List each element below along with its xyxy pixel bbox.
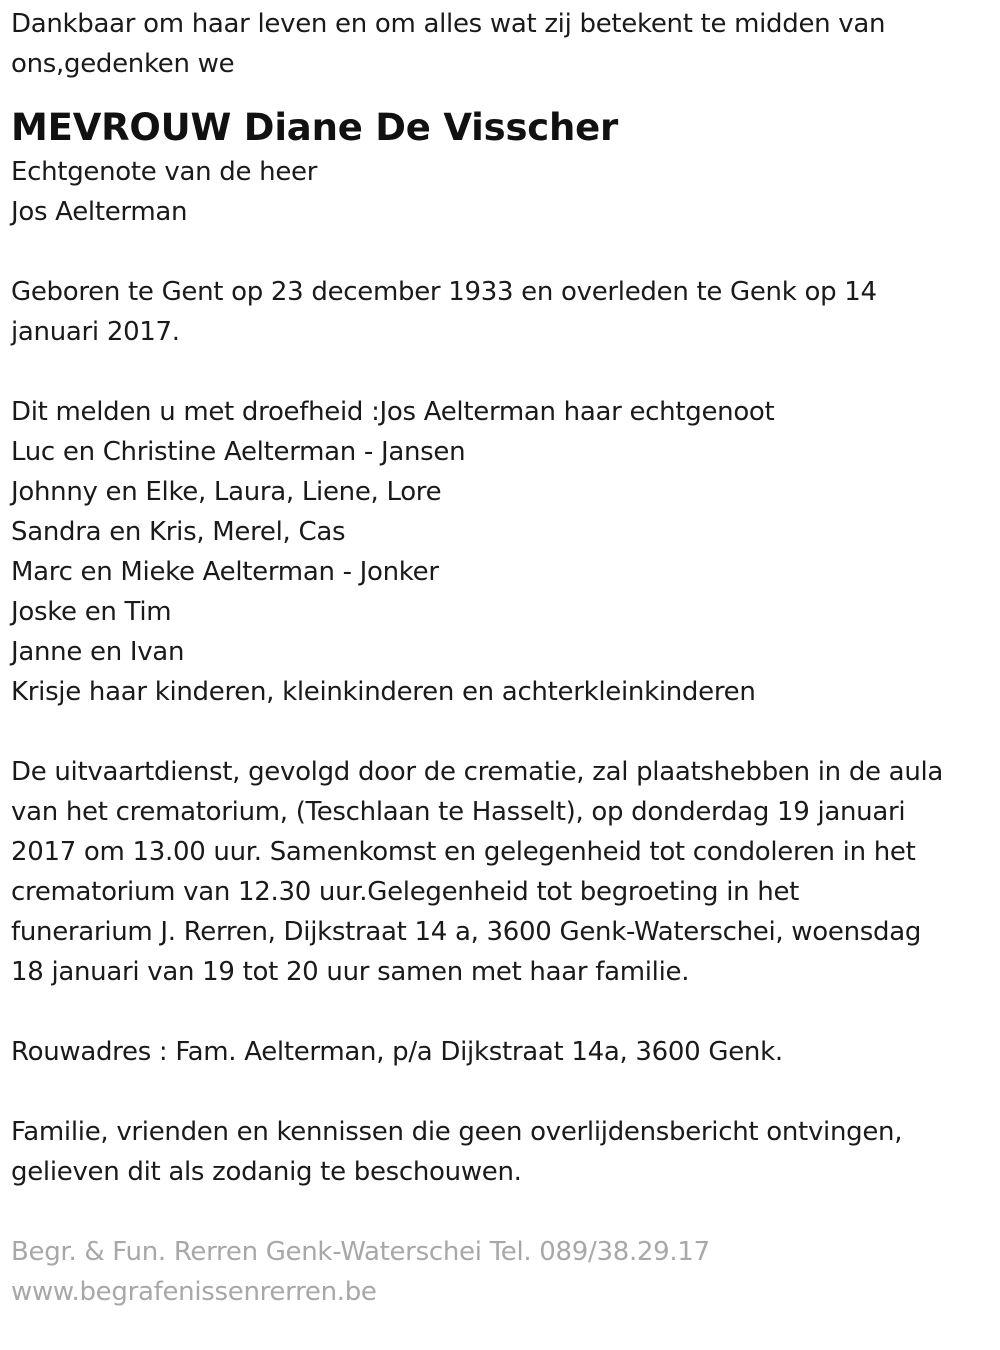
mourner-line: Luc en Christine Aelterman - Jansen bbox=[11, 437, 466, 467]
spouse-line: Echtgenote van de heer bbox=[11, 157, 318, 187]
mourner-line: Johnny en Elke, Laura, Liene, Lore bbox=[11, 477, 442, 507]
obituary-notice bbox=[11, 4, 986, 1312]
closing-line: Familie, vrienden en kennissen die geen overlijdensbericht ontvingen, bbox=[11, 1117, 903, 1147]
funeral-line: 18 januari van 19 tot 20 uur samen met haar familie. bbox=[11, 957, 690, 987]
mourner-line: Dit melden u met droefheid :Jos Aelterman haar echtgenoot bbox=[11, 397, 775, 427]
spacer bbox=[11, 1192, 986, 1232]
funeral-home-footer bbox=[11, 1232, 986, 1312]
mourners-list bbox=[11, 392, 986, 712]
spouse-line: Jos Aelterman bbox=[11, 197, 188, 227]
mourning-address: Rouwadres : Fam. Aelterman, p/a Dijkstraat 14a, 3600 Genk. bbox=[11, 1037, 783, 1067]
spacer bbox=[11, 232, 986, 272]
closing-note bbox=[11, 1112, 986, 1192]
spacer bbox=[11, 352, 986, 392]
funeral-details bbox=[11, 752, 986, 992]
deceased-name: MEVROUW Diane De Visscher bbox=[11, 106, 619, 149]
spacer bbox=[11, 712, 986, 752]
funeral-line: 2017 om 13.00 uur. Samenkomst en gelegenheid tot condoleren in het bbox=[11, 837, 916, 867]
birth-death-line: Geboren te Gent op 23 december 1933 en overleden te Genk op 14 bbox=[11, 277, 877, 307]
spacer bbox=[11, 1072, 986, 1112]
mourner-line: Marc en Mieke Aelterman - Jonker bbox=[11, 557, 439, 587]
birth-death-line: januari 2017. bbox=[11, 317, 180, 347]
intro-line: ons,gedenken we bbox=[11, 49, 235, 79]
spacer bbox=[11, 992, 986, 1032]
funeral-line: funerarium J. Rerren, Dijkstraat 14 a, 3600 Genk-Waterschei, woensdag bbox=[11, 917, 922, 947]
funeral-home-contact: Begr. & Fun. Rerren Genk-Waterschei Tel. 089/38.29.17 bbox=[11, 1237, 710, 1267]
spouse-info bbox=[11, 152, 986, 232]
funeral-line: De uitvaartdienst, gevolgd door de crematie, zal plaatshebben in de aula bbox=[11, 757, 944, 787]
funeral-line: crematorium van 12.30 uur.Gelegenheid tot begroeting in het bbox=[11, 877, 800, 907]
birth-death-info bbox=[11, 272, 986, 352]
funeral-line: van het crematorium, (Teschlaan te Hasselt), op donderdag 19 januari bbox=[11, 797, 906, 827]
mourner-line: Sandra en Kris, Merel, Cas bbox=[11, 517, 346, 547]
funeral-home-website: www.begrafenissenrerren.be bbox=[11, 1277, 377, 1307]
intro-text bbox=[11, 4, 986, 84]
mourner-line: Janne en Ivan bbox=[11, 637, 185, 667]
intro-line: Dankbaar om haar leven en om alles wat zij betekent te midden van bbox=[11, 9, 886, 39]
closing-line: gelieven dit als zodanig te beschouwen. bbox=[11, 1157, 522, 1187]
mourner-line: Joske en Tim bbox=[11, 597, 172, 627]
mourner-line: Krisje haar kinderen, kleinkinderen en achterkleinkinderen bbox=[11, 677, 756, 707]
